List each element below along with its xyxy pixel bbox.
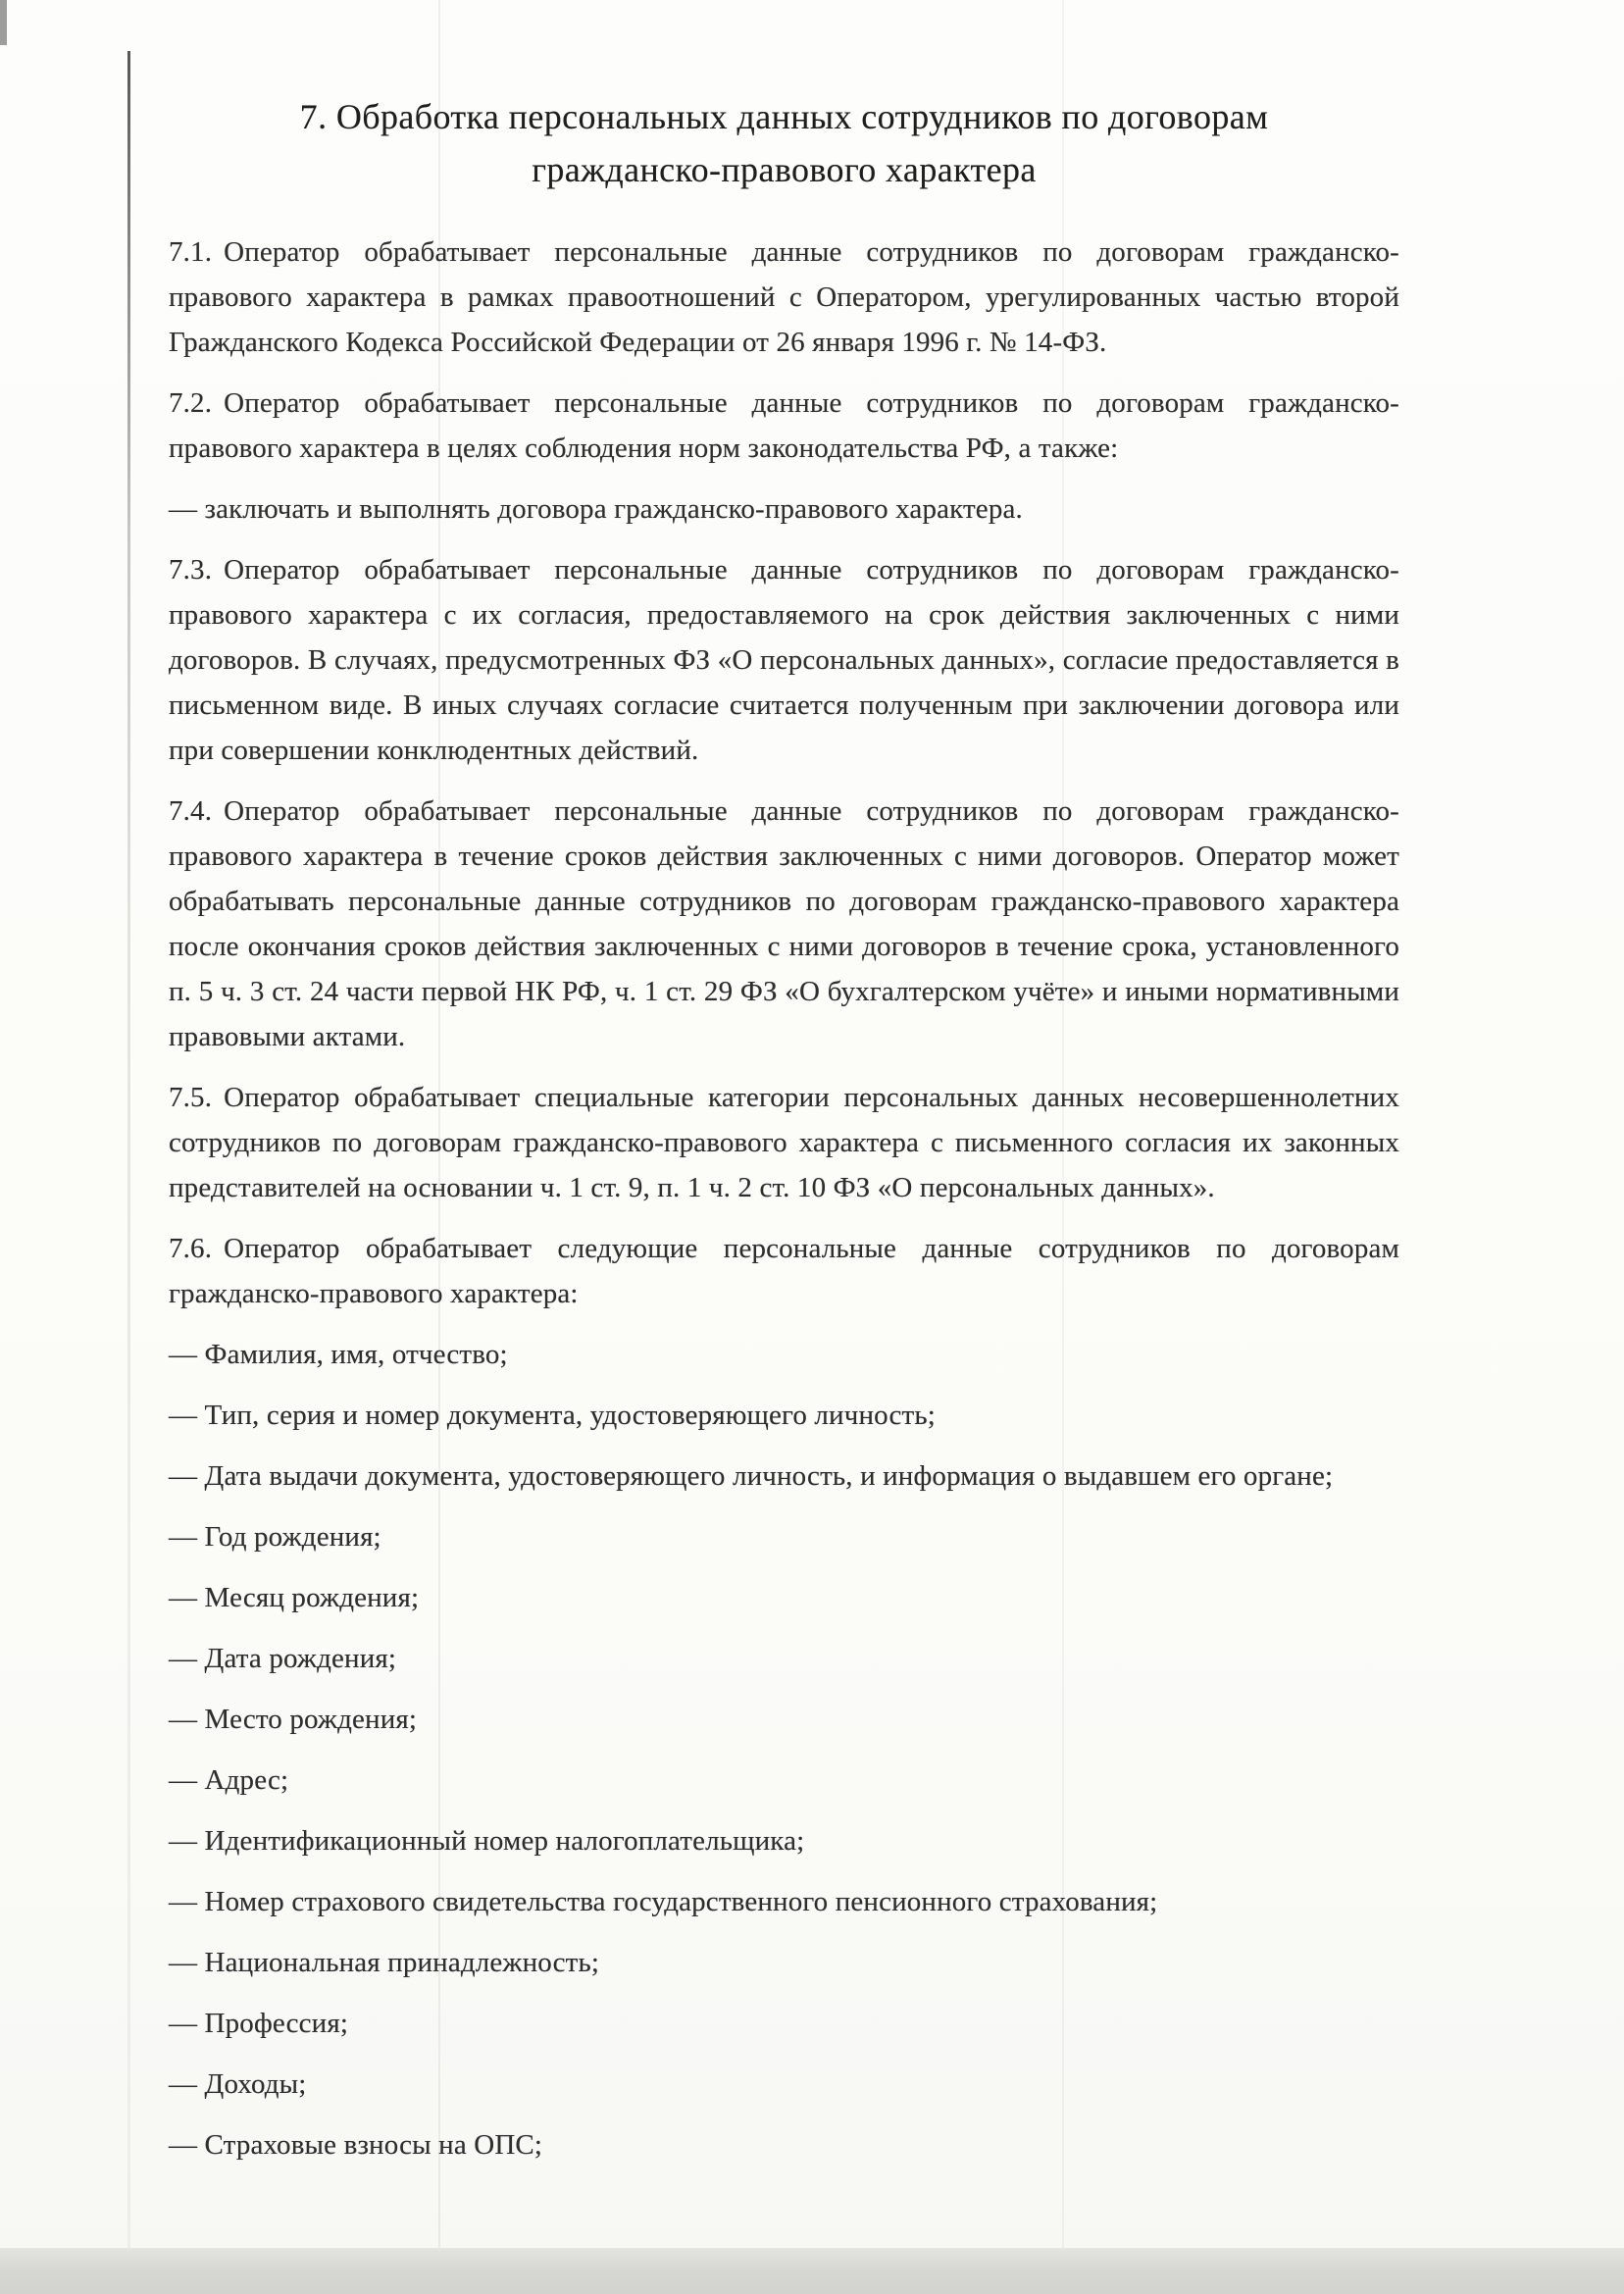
list-item: — Идентификационный номер налогоплательщика; xyxy=(169,1825,805,1857)
list-item: — Номер страхового свидетельства государственного пенсионного страхования; xyxy=(169,1886,1158,1917)
clause-paragraph-7-1 xyxy=(169,229,1399,365)
clause-paragraph-7-2 xyxy=(169,381,1399,471)
clause-text: Оператор обрабатывает персональные данные сотрудников по договорам гражданско-правового характера в рамках правоотношений с Оператором, урегулированных частью второй Гражданского Кодекса Российской Федерации от 26 января 1996 г. № 14-ФЗ. xyxy=(169,236,1399,358)
clause-paragraph-7-3 xyxy=(169,547,1399,773)
list-item: — Адрес; xyxy=(169,1764,289,1796)
list-item: — Страховые взносы на ОПС; xyxy=(169,2129,543,2161)
section-title-line-1: 7. Обработка персональных данных сотрудников по договорам xyxy=(299,97,1269,136)
list-item: — заключать и выполнять договора гражданско-правового характера. xyxy=(169,493,1023,525)
list-item: — Месяц рождения; xyxy=(169,1582,420,1613)
scan-bottom-edge-artifact xyxy=(0,2248,1624,2294)
clause-number: 7.1. xyxy=(169,236,213,268)
list-item: — Фамилия, имя, отчество; xyxy=(169,1339,508,1370)
list-item: — Год рождения; xyxy=(169,1521,381,1553)
clause-number: 7.6. xyxy=(169,1233,213,1264)
list-item: — Дата рождения; xyxy=(169,1643,397,1674)
clause-text: Оператор обрабатывает персональные данные сотрудников по договорам гражданско-правового характера в целях соблюдения норм законодательства РФ, а также: xyxy=(169,387,1399,464)
list-item: — Тип, серия и номер документа, удостоверяющего личность; xyxy=(169,1400,936,1431)
clause-text: Оператор обрабатывает персональные данные сотрудников по договорам гражданско-правового характера в течение сроков действия заключенных с ними договоров. Оператор может обрабатывать персональные данные сотрудников по договорам гражданско-правового характера после окончания сроков действия заключенных с ними договоров в течение срока, установленного п. 5 ч. 3 ст. 24 части первой НК РФ, ч. 1 ст. 29 ФЗ «О бухгалтерском учёте» и иными нормативными правовыми актами. xyxy=(169,795,1399,1052)
list-item: — Доходы; xyxy=(169,2068,307,2100)
clause-paragraph-7-6 xyxy=(169,1226,1399,1316)
clause-text: Оператор обрабатывает следующие персональные данные сотрудников по договорам гражданско-правового характера: xyxy=(169,1233,1399,1309)
list-item: — Место рождения; xyxy=(169,1704,418,1735)
list-item: — Национальная принадлежность; xyxy=(169,1947,600,1978)
clause-text: Оператор обрабатывает персональные данные сотрудников по договорам гражданско-правового характера с их согласия, предоставляемого на срок действия заключенных с ними договоров. В случаях, предусмотренных ФЗ «О персональных данных», согласие предоставляется в письменном виде. В иных случаях согласие считается полученным при заключении договора или при совершении конклюдентных действий. xyxy=(169,554,1399,766)
clause-number: 7.3. xyxy=(169,554,213,586)
clause-number: 7.2. xyxy=(169,387,213,419)
section-title-line-2: гражданско-правового характера xyxy=(532,150,1037,189)
list-item: — Профессия; xyxy=(169,2008,349,2039)
list-item: — Дата выдачи документа, удостоверяющего личность, и информация о выдавшем его органе; xyxy=(169,1460,1334,1492)
clause-paragraph-7-5 xyxy=(169,1075,1399,1210)
clause-number: 7.4. xyxy=(169,795,213,827)
section-title xyxy=(169,90,1399,196)
clause-number: 7.5. xyxy=(169,1082,213,1113)
clause-text: Оператор обрабатывает специальные категории персональных данных несовершеннолетних сотрудников по договорам гражданско-правового характера с письменного согласия их законных представителей на основании ч. 1 ст. 9, п. 1 ч. 2 ст. 10 ФЗ «О персональных данных». xyxy=(169,1082,1399,1203)
clause-paragraph-7-4 xyxy=(169,789,1399,1059)
